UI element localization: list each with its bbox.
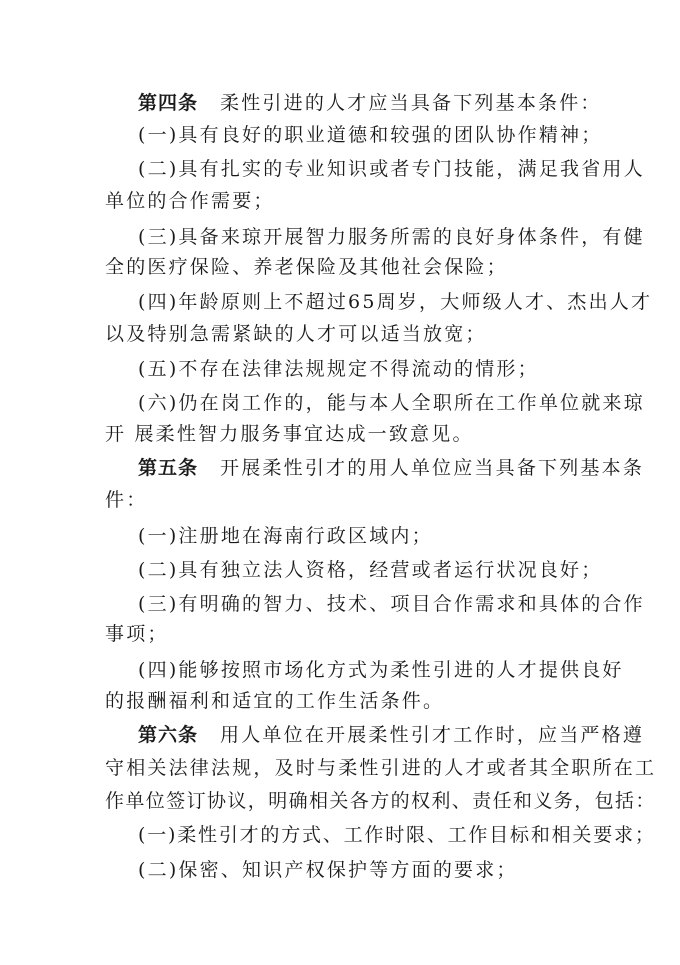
article-4-item-2: (二)具有扎实的专业知识或者专门技能，满足我省用人: [138, 158, 645, 180]
article-6-text-cont-2: 作单位签订协议，明确相关各方的权利、责任和义务，包括：: [105, 790, 656, 812]
article-5-text: 开展柔性引才的用人单位应当具备下列基本条: [220, 457, 645, 479]
article-4-item-2-cont: 单位的合作需要；: [105, 190, 275, 212]
article-5-item-3-cont: 事项；: [105, 623, 169, 645]
article-6-item-1: (一)柔性引才的方式、工作时限、工作目标和相关要求；: [138, 824, 656, 846]
article-6-label: 第六条: [138, 724, 199, 746]
article-4-item-4-cont: 以及特别急需紧缺的人才可以适当放宽；: [105, 323, 487, 345]
article-4-label: 第四条: [138, 92, 199, 114]
article-5-item-3: (三)有明确的智力、技术、项目合作需求和具体的合作: [138, 593, 645, 615]
article-4-item-6: (六)仍在岗工作的，能与本人全职所在工作单位就来琼: [138, 392, 645, 414]
article-5-heading: [138, 456, 644, 480]
article-4-item-5: (五)不存在法律法规规定不得流动的情形；: [138, 358, 539, 380]
article-6-item-2: (二)保密、知识产权保护等方面的要求；: [138, 859, 518, 881]
article-4-text: 柔性引进的人才应当具备下列基本条件：: [220, 92, 602, 114]
article-5-item-4: (四)能够按照市场化方式为柔性引进的人才提供良好: [138, 659, 624, 681]
article-5-item-1: (一)注册地在海南行政区域内；: [138, 525, 433, 547]
article-6-text-cont-1: 守相关法律法规，及时与柔性引进的人才或者其全职所在工: [105, 757, 657, 779]
article-5-item-2: (二)具有独立法人资格，经营或者运行状况良好；: [138, 559, 603, 581]
article-4-heading: [138, 91, 602, 115]
article-5-text-cont: 件：: [105, 489, 148, 511]
article-5-label: 第五条: [138, 457, 199, 479]
article-4-item-6-cont: 开 展柔性智力服务事宜达成一致意见。: [105, 423, 474, 445]
article-6-heading: [138, 723, 644, 747]
article-4-item-4: (四)年龄原则上不超过65周岁，大师级人才、杰出人才: [138, 291, 653, 313]
article-4-item-3-cont: 全的医疗保险、养老保险及其他社会保险；: [105, 256, 508, 278]
article-4-item-3: (三)具备来琼开展智力服务所需的良好身体条件，有健: [138, 226, 645, 248]
article-6-text: 用人单位在开展柔性引才工作时，应当严格遵: [220, 724, 645, 746]
article-5-item-4-cont: 的报酬福利和适宜的工作生活条件。: [105, 690, 445, 712]
article-4-item-1: (一)具有良好的职业道德和较强的团队协作精神；: [138, 124, 603, 146]
